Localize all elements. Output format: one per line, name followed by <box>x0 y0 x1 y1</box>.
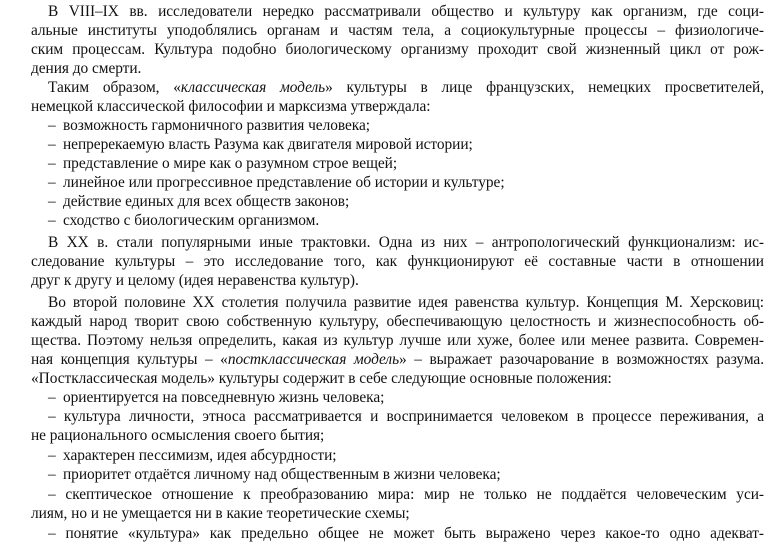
list-item: – культура личности, этноса рассматривается и воспринимается человеком в процессе переживания, а <box>48 408 764 425</box>
list-item: – скептическое отношение к преобразованию мира: мир не только не поддаётся человеческим уси- <box>48 486 764 503</box>
text-line: В VIII–IX вв. исследователи нередко рассматривали общество и культуру как организм, где соци- <box>48 3 764 20</box>
text-line: дения до смерти. <box>31 60 142 77</box>
text-line: немецкой классической философии и марксизма утверждала: <box>31 98 431 115</box>
dash-bullet: – <box>48 466 56 483</box>
list-item <box>0 465 774 484</box>
dash-bullet: – <box>48 117 56 134</box>
list-item <box>0 446 774 465</box>
text-line: щества. Поэтому нельзя определить, какая из культур лучше или хуже, более или менее развита. Современ- <box>31 332 764 349</box>
dash-bullet: – <box>48 174 56 191</box>
list-item-text: действие единых для всех обществ законов; <box>63 193 350 210</box>
list-item <box>0 173 774 192</box>
text-fragment: » культуры в лице французских, немецких просветителей, <box>325 79 764 96</box>
list-item <box>0 116 774 135</box>
list-item-continuation: не рационального осмысления своего бытия; <box>31 427 325 444</box>
list-item-text: характерен пессимизм, идея абсурдности; <box>63 447 337 464</box>
text-fragment: ная концепция культуры – « <box>31 351 228 368</box>
text-fragment: » – выражает разочарование в возможностях разума. <box>399 351 764 368</box>
dash-bullet: – <box>48 389 56 406</box>
text-line: каждый народ творит свою собственную культуру, обеспечивающую целостность и жизнеспособность об- <box>31 313 764 330</box>
text-line <box>31 350 764 369</box>
list-item-text: ориентируется на повседневную жизнь человека; <box>63 389 385 406</box>
text-line: альные институты уподоблялись органам и частям тела, а социокультурные процессы – физиологиче- <box>31 22 764 39</box>
list-item-text: представление о мире как о разумном строе вещей; <box>63 155 398 172</box>
list-item-text: возможность гармоничного развития человека; <box>63 117 370 134</box>
list-item <box>0 211 774 230</box>
text-line: ским процессам. Культура подобно биологическому организму проходит свой жизненный цикл от рож- <box>31 41 764 58</box>
emphasized-term: постклассическая модель <box>227 351 400 368</box>
text-line: В XX в. стали популярными иные трактовки. Одна из них – антропологический функционализм: ис- <box>48 234 764 251</box>
dash-bullet: – <box>48 447 56 464</box>
list-item <box>0 135 774 154</box>
text-line: следование культуры – это исследование того, как функционируют её составные части в отношении <box>31 253 764 270</box>
list-item-text: сходство с биологическим организмом. <box>63 212 320 229</box>
list-item <box>0 154 774 173</box>
text-fragment: Таким образом, « <box>48 79 181 96</box>
dash-bullet: – <box>48 212 56 229</box>
text-line: Во второй половине XX столетия получила развитие идея равенства культур. Концепция М. Херсковиц: <box>48 294 764 311</box>
dash-bullet: – <box>48 193 56 210</box>
emphasized-term: классическая модель <box>180 79 326 96</box>
list-item: – понятие «культура» как предельно общее не может быть выражено через какое-то одно адекват- <box>48 525 764 542</box>
text-line: «Постклассическая модель» культуры содержит в себе следующие основные положения: <box>31 370 612 387</box>
list-item-text: линейное или прогрессивное представление об истории и культуре; <box>63 174 505 191</box>
dash-bullet: – <box>48 136 56 153</box>
list-item-continuation: лиям, но и не умещается ни в какие теоретические схемы; <box>31 505 410 522</box>
list-item <box>0 192 774 211</box>
text-line <box>48 78 764 97</box>
list-item <box>0 388 774 407</box>
dash-bullet: – <box>48 155 56 172</box>
list-item-text: приоритет отдаётся личному над общественным в жизни человека; <box>63 466 501 483</box>
text-line: друг к другу и целому (идея неравенства культур). <box>31 272 359 289</box>
list-item-text: непререкаемую власть Разума как двигателя мировой истории; <box>63 136 473 153</box>
